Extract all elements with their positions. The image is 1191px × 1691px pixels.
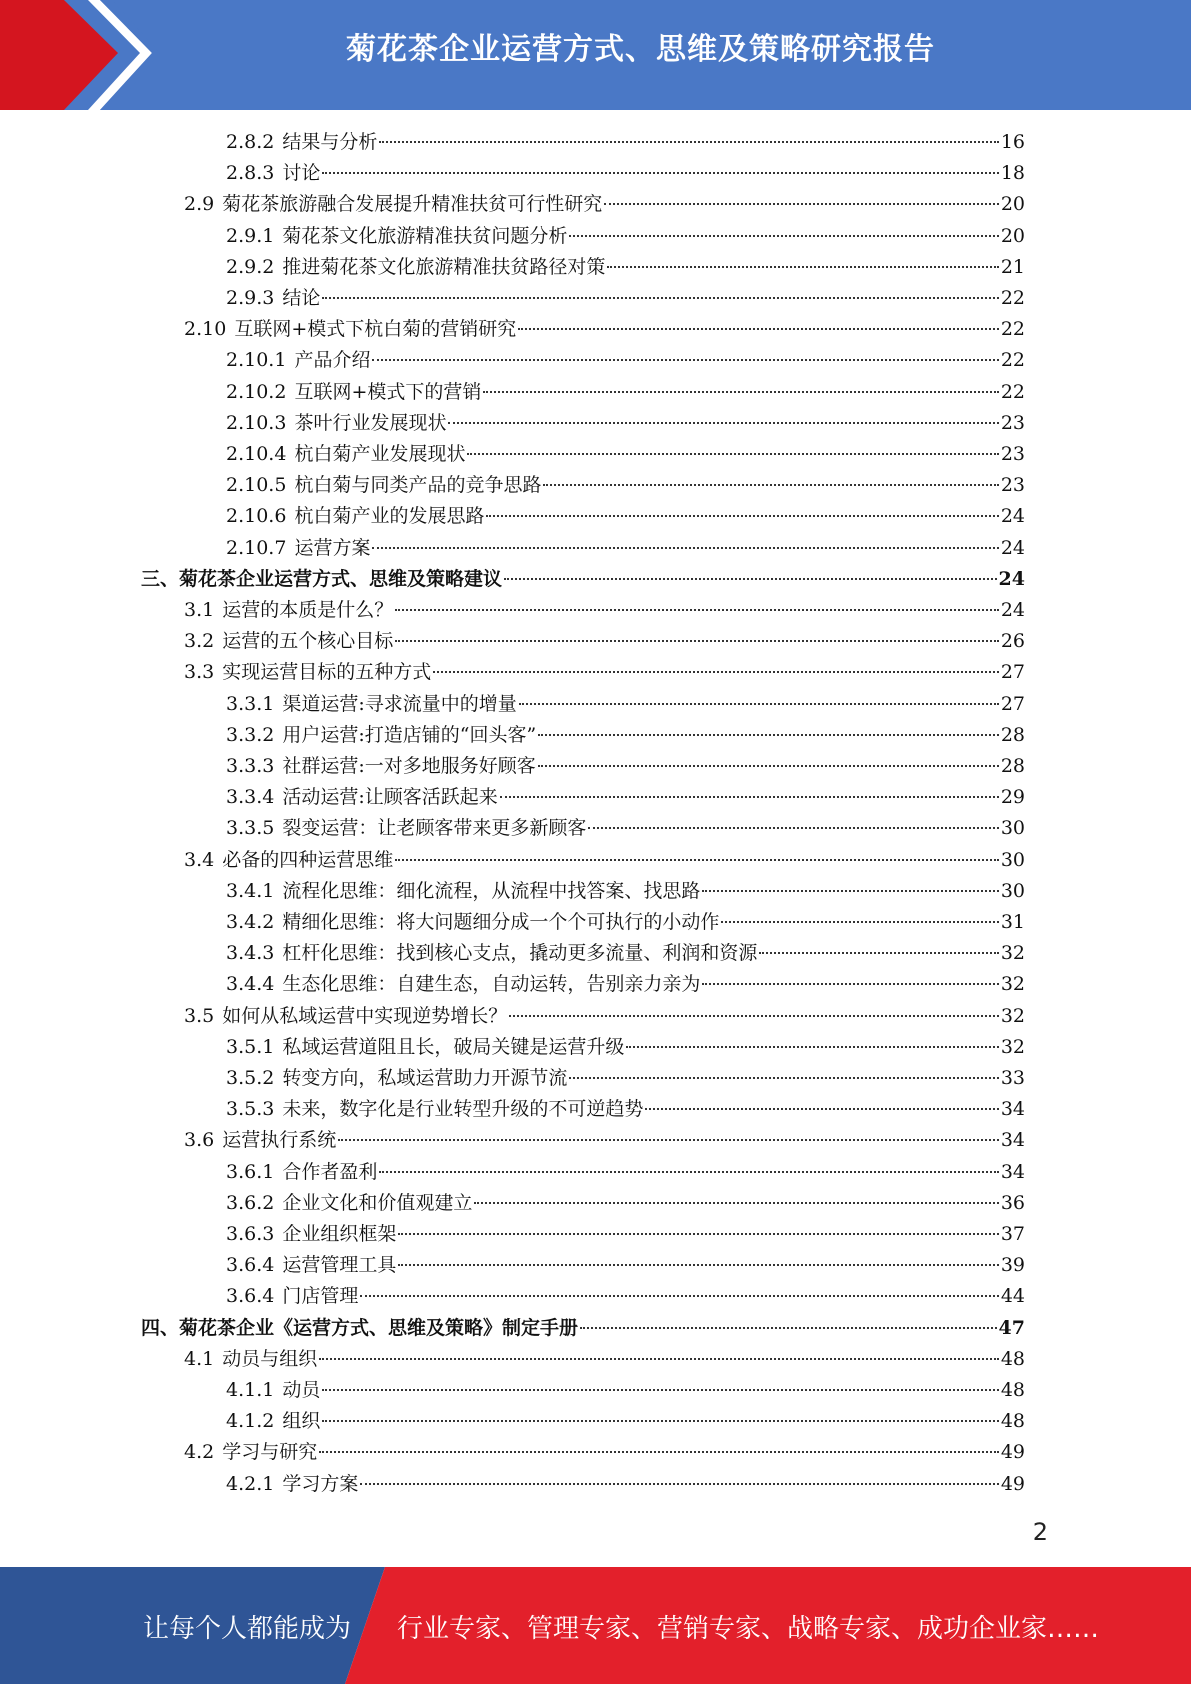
toc-entry-title: 结果与分析 bbox=[282, 131, 378, 153]
toc-entry-title: 互联网+模式下杭白菊的营销研究 bbox=[234, 318, 517, 341]
toc-entry-number: 3.2 bbox=[184, 630, 215, 653]
toc-entry-title: 用户运营:打造店铺的“回头客” bbox=[282, 723, 537, 746]
toc-entry-page: 16 bbox=[1000, 131, 1025, 153]
toc-entry-page: 34 bbox=[1000, 1160, 1025, 1183]
toc-entry[interactable] bbox=[226, 439, 1025, 470]
toc-dot-leader bbox=[474, 1202, 998, 1204]
toc-entry[interactable] bbox=[226, 345, 1025, 376]
toc-entry[interactable] bbox=[184, 657, 1025, 688]
toc-entry[interactable] bbox=[226, 501, 1025, 532]
toc-entry[interactable] bbox=[184, 595, 1025, 626]
toc-entry-page: 27 bbox=[1000, 661, 1025, 684]
toc-entry-number: 3.6.3 bbox=[226, 1223, 275, 1245]
toc-entry-number: 3.4.2 bbox=[226, 911, 275, 933]
toc-entry-title: 企业组织框架 bbox=[282, 1223, 397, 1245]
toc-entry-number: 3.6.2 bbox=[226, 1191, 275, 1214]
toc-dot-leader bbox=[721, 921, 998, 923]
toc-dot-leader bbox=[448, 422, 998, 424]
toc-entry-title: 精细化思维：将大问题细分成一个个可执行的小动作 bbox=[282, 911, 720, 933]
toc-dot-leader bbox=[322, 1420, 998, 1422]
toc-entry[interactable] bbox=[226, 408, 1025, 439]
toc-entry-number: 3.4.3 bbox=[226, 942, 275, 965]
toc-entry-number: 4.1.1 bbox=[226, 1379, 275, 1401]
toc-entry[interactable] bbox=[141, 564, 1025, 595]
toc-entry-title: 如何从私域运营中实现逆势增长？ bbox=[222, 1004, 508, 1027]
toc-dot-leader bbox=[538, 765, 999, 767]
toc-entry-title: 私域运营道阻且长，破局关键是运营升级 bbox=[282, 1035, 625, 1058]
toc-entry-title: 杭白菊产业发展现状 bbox=[294, 443, 466, 465]
toc-entry[interactable] bbox=[226, 533, 1025, 564]
toc-entry-page: 32 bbox=[1000, 1035, 1025, 1058]
toc-entry-number: 2.9.3 bbox=[226, 287, 275, 309]
toc-entry-page: 30 bbox=[1000, 879, 1025, 902]
toc-entry[interactable] bbox=[226, 1406, 1025, 1437]
toc-entry-title: 互联网+模式下的营销 bbox=[294, 380, 482, 403]
toc-entry-title: 学习方案 bbox=[282, 1472, 359, 1495]
toc-entry-title: 杭白菊与同类产品的竞争思路 bbox=[294, 474, 542, 497]
toc-entry[interactable] bbox=[226, 938, 1025, 969]
toc-entry-number: 3.5.3 bbox=[226, 1098, 275, 1121]
toc-entry-title: 门店管理 bbox=[282, 1285, 359, 1308]
toc-entry-title: 转变方向，私域运营助力开源节流 bbox=[282, 1067, 568, 1089]
toc-entry-page: 32 bbox=[1000, 942, 1025, 965]
toc-entry[interactable] bbox=[184, 1344, 1025, 1375]
toc-dot-leader bbox=[504, 578, 997, 580]
toc-entry[interactable] bbox=[184, 626, 1025, 657]
toc-entry-page: 34 bbox=[1000, 1129, 1025, 1152]
toc-entry-title: 产品介绍 bbox=[294, 349, 371, 372]
toc-entry-page: 39 bbox=[1000, 1254, 1025, 1277]
toc-entry[interactable] bbox=[226, 813, 1025, 844]
toc-entry[interactable] bbox=[226, 1250, 1025, 1281]
toc-entry-number: 3.3.5 bbox=[226, 817, 275, 840]
toc-dot-leader bbox=[580, 1327, 997, 1329]
toc-entry-number: 2.9 bbox=[184, 193, 215, 216]
toc-entry-number: 3.3.4 bbox=[226, 786, 275, 809]
toc-entry-page: 32 bbox=[1000, 973, 1025, 996]
toc-entry-page: 48 bbox=[1000, 1347, 1025, 1370]
toc-entry[interactable] bbox=[226, 907, 1025, 938]
toc-entry-title: 流程化思维：细化流程，从流程中找答案、找思路 bbox=[282, 879, 701, 902]
toc-entry-number: 3.5.1 bbox=[226, 1035, 275, 1058]
toc-dot-leader bbox=[626, 1046, 998, 1048]
toc-entry-number: 2.8.2 bbox=[226, 131, 275, 153]
toc-entry[interactable] bbox=[184, 845, 1025, 876]
toc-entry-number: 3.3.1 bbox=[226, 692, 275, 715]
toc-entry-number: 3.4 bbox=[184, 848, 215, 871]
toc-entry-page: 30 bbox=[1000, 848, 1025, 871]
toc-dot-leader bbox=[702, 983, 998, 985]
toc-dot-leader bbox=[322, 172, 998, 174]
toc-dot-leader bbox=[518, 328, 999, 330]
toc-dot-leader bbox=[467, 453, 998, 455]
toc-entry-title: 运营的五个核心目标 bbox=[222, 630, 394, 653]
toc-entry-number: 2.10.2 bbox=[226, 380, 287, 403]
toc-dot-leader bbox=[372, 359, 998, 361]
toc-entry-page: 23 bbox=[1000, 411, 1025, 434]
toc-entry-number: 2.10.1 bbox=[226, 349, 287, 372]
toc-entry-title: 社群运营:一对多地服务好顾客 bbox=[282, 755, 536, 777]
toc-entry[interactable] bbox=[226, 782, 1025, 813]
toc-entry-title: 杠杆化思维：找到核心支点，撬动更多流量、利润和资源 bbox=[282, 942, 758, 965]
toc-dot-leader bbox=[395, 640, 999, 642]
toc-dot-leader bbox=[486, 515, 998, 517]
toc-dot-leader bbox=[538, 734, 999, 736]
toc-entry-title: 学习与研究 bbox=[222, 1441, 318, 1464]
toc-dot-leader bbox=[500, 796, 999, 798]
toc-entry[interactable] bbox=[226, 689, 1025, 720]
toc-entry[interactable] bbox=[184, 1437, 1025, 1468]
toc-entry-number: 4.1.2 bbox=[226, 1410, 275, 1433]
toc-entry-title: 菊花茶旅游融合发展提升精准扶贫可行性研究 bbox=[222, 193, 603, 216]
toc-entry[interactable] bbox=[226, 283, 1025, 314]
toc-entry[interactable] bbox=[226, 1157, 1025, 1188]
toc-entry-number: 3.6.4 bbox=[226, 1285, 275, 1308]
toc-dot-leader bbox=[569, 1077, 998, 1079]
toc-entry-page: 49 bbox=[1000, 1472, 1025, 1495]
toc-dot-leader bbox=[433, 671, 999, 673]
toc-dot-leader bbox=[519, 703, 999, 705]
toc-entry[interactable] bbox=[226, 1281, 1025, 1312]
toc-entry-title: 运营执行系统 bbox=[222, 1129, 337, 1152]
toc-dot-leader bbox=[604, 203, 999, 205]
toc-entry-page: 47 bbox=[998, 1316, 1025, 1339]
toc-entry-page: 22 bbox=[1000, 287, 1025, 309]
page-footer bbox=[0, 1567, 1191, 1684]
toc-entry-page: 48 bbox=[1000, 1410, 1025, 1433]
toc-entry-number: 2.10.7 bbox=[226, 536, 287, 559]
toc-entry-title: 企业文化和价值观建立 bbox=[282, 1191, 473, 1214]
toc-entry[interactable] bbox=[226, 1188, 1025, 1219]
toc-entry-number: 4.1 bbox=[184, 1347, 215, 1370]
toc-entry-title: 未来，数字化是行业转型升级的不可逆趋势 bbox=[282, 1098, 644, 1121]
toc-entry-page: 24 bbox=[1000, 505, 1025, 528]
toc-entry[interactable] bbox=[226, 377, 1025, 408]
toc-dot-leader bbox=[607, 266, 998, 268]
toc-entry-page: 48 bbox=[1000, 1379, 1025, 1401]
toc-entry-number: 2.9.2 bbox=[226, 255, 275, 278]
toc-entry-page: 20 bbox=[1000, 224, 1025, 247]
toc-entry-number: 2.9.1 bbox=[226, 224, 275, 247]
toc-entry-title: 渠道运营:寻求流量中的增量 bbox=[282, 692, 517, 715]
toc-entry[interactable] bbox=[141, 1313, 1025, 1344]
toc-entry[interactable] bbox=[226, 720, 1025, 751]
toc-dot-leader bbox=[569, 235, 998, 237]
toc-entry-page: 33 bbox=[1000, 1067, 1025, 1089]
toc-dot-leader bbox=[702, 890, 998, 892]
toc-entry-page: 20 bbox=[1000, 193, 1025, 216]
toc-entry-title: 运营的本质是什么？ bbox=[222, 599, 394, 621]
toc-dot-leader bbox=[759, 952, 998, 954]
toc-entry-number: 3.1 bbox=[184, 599, 215, 621]
toc-entry[interactable] bbox=[226, 221, 1025, 252]
toc-dot-leader bbox=[645, 1108, 998, 1110]
toc-entry-title: 菊花茶企业运营方式、思维及策略建议 bbox=[179, 567, 503, 590]
toc-entry[interactable] bbox=[226, 1375, 1025, 1406]
toc-entry[interactable] bbox=[184, 189, 1025, 220]
toc-entry-title: 活动运营:让顾客活跃起来 bbox=[282, 786, 498, 809]
toc-entry[interactable] bbox=[226, 1032, 1025, 1063]
toc-entry-page: 22 bbox=[1000, 349, 1025, 372]
toc-dot-leader bbox=[338, 1139, 999, 1141]
toc-dot-leader bbox=[319, 1358, 999, 1360]
toc-entry-title: 动员与组织 bbox=[222, 1347, 318, 1370]
toc-entry-number: 3.5.2 bbox=[226, 1067, 275, 1089]
toc-entry-title: 菊花茶企业《运营方式、思维及策略》制定手册 bbox=[179, 1316, 579, 1339]
toc-entry[interactable] bbox=[226, 252, 1025, 283]
toc-entry-title: 运营方案 bbox=[294, 536, 371, 559]
toc-entry-page: 22 bbox=[1000, 380, 1025, 403]
toc-dot-leader bbox=[543, 484, 998, 486]
toc-dot-leader bbox=[319, 1451, 999, 1453]
toc-entry-title: 讨论 bbox=[282, 162, 321, 185]
toc-entry-number: 4.2 bbox=[184, 1441, 215, 1464]
toc-entry[interactable] bbox=[226, 158, 1025, 189]
toc-dot-leader bbox=[483, 391, 998, 393]
toc-dot-leader bbox=[372, 547, 998, 549]
toc-entry-number: 3.4.1 bbox=[226, 879, 275, 902]
toc-entry-page: 44 bbox=[1000, 1285, 1025, 1308]
toc-entry[interactable] bbox=[226, 876, 1025, 907]
toc-entry-page: 49 bbox=[1000, 1441, 1025, 1464]
toc-entry-page: 31 bbox=[1000, 911, 1025, 933]
toc-entry-number: 3.6.1 bbox=[226, 1160, 275, 1183]
toc-dot-leader bbox=[322, 1389, 998, 1391]
toc-dot-leader bbox=[395, 859, 999, 861]
toc-entry-title: 推进菊花茶文化旅游精准扶贫路径对策 bbox=[282, 255, 606, 278]
toc-entry-number: 2.10.5 bbox=[226, 474, 287, 497]
toc-entry-page: 26 bbox=[1000, 630, 1025, 653]
toc-entry-number: 4.2.1 bbox=[226, 1472, 275, 1495]
toc-entry-page: 32 bbox=[1000, 1004, 1025, 1027]
toc-entry-page: 37 bbox=[1000, 1223, 1025, 1245]
toc-entry-title: 杭白菊产业的发展思路 bbox=[294, 505, 485, 528]
toc-entry-number: 2.10.3 bbox=[226, 411, 287, 434]
toc-entry-title: 生态化思维：自建生态，自动运转，告别亲力亲为 bbox=[282, 973, 701, 996]
toc-dot-leader bbox=[588, 827, 998, 829]
toc-entry-title: 合作者盈利 bbox=[282, 1160, 378, 1183]
toc-entry[interactable] bbox=[226, 1469, 1025, 1500]
toc-entry-number: 3.3.2 bbox=[226, 723, 275, 746]
toc-entry-number: 2.10.6 bbox=[226, 505, 287, 528]
toc-entry-number: 3.5 bbox=[184, 1004, 215, 1027]
toc-entry-title: 裂变运营：让老顾客带来更多新顾客 bbox=[282, 817, 587, 840]
toc-entry-number: 四、 bbox=[141, 1316, 180, 1339]
toc-entry-title: 必备的四种运营思维 bbox=[222, 848, 394, 871]
toc-dot-leader bbox=[360, 1483, 998, 1485]
toc-entry-number: 2.8.3 bbox=[226, 162, 275, 185]
toc-entry[interactable] bbox=[226, 470, 1025, 501]
toc-entry-page: 36 bbox=[1000, 1191, 1025, 1214]
toc-entry[interactable] bbox=[226, 127, 1025, 158]
toc-dot-leader bbox=[395, 609, 999, 611]
toc-entry-page: 28 bbox=[1000, 755, 1025, 777]
toc-entry-title: 菊花茶文化旅游精准扶贫问题分析 bbox=[282, 224, 568, 247]
toc-entry[interactable] bbox=[184, 314, 1025, 345]
toc-entry[interactable] bbox=[226, 1219, 1025, 1250]
toc-entry[interactable] bbox=[184, 1125, 1025, 1156]
toc-entry-number: 3.6.4 bbox=[226, 1254, 275, 1277]
page-number: 2 bbox=[1032, 1518, 1048, 1546]
toc-entry-page: 21 bbox=[1000, 255, 1025, 278]
toc-entry[interactable] bbox=[226, 1094, 1025, 1125]
toc-entry-number: 3.3 bbox=[184, 661, 215, 684]
toc-dot-leader bbox=[398, 1264, 998, 1266]
toc-entry-title: 动员 bbox=[282, 1379, 321, 1401]
toc-entry-page: 24 bbox=[1000, 599, 1025, 621]
toc-dot-leader bbox=[360, 1295, 998, 1297]
toc-entry[interactable] bbox=[226, 1063, 1025, 1094]
toc-entry-page: 34 bbox=[1000, 1098, 1025, 1121]
toc-entry-page: 23 bbox=[1000, 474, 1025, 497]
toc-entry[interactable] bbox=[184, 1001, 1025, 1032]
toc-entry-page: 27 bbox=[1000, 692, 1025, 715]
toc-entry-page: 28 bbox=[1000, 723, 1025, 746]
toc-dot-leader bbox=[509, 1015, 999, 1017]
page-header bbox=[0, 0, 1191, 110]
toc-entry-page: 18 bbox=[1000, 162, 1025, 185]
toc-entry-number: 2.10 bbox=[184, 318, 227, 341]
toc-entry-title: 运营管理工具 bbox=[282, 1254, 397, 1277]
report-title: 菊花茶企业运营方式、思维及策略研究报告 bbox=[346, 32, 935, 67]
footer-slogan-left: 让每个人都能成为 bbox=[143, 1614, 352, 1644]
toc-entry-page: 24 bbox=[1000, 536, 1025, 559]
toc-entry-page: 30 bbox=[1000, 817, 1025, 840]
toc-entry-page: 29 bbox=[1000, 786, 1025, 809]
toc-dot-leader bbox=[322, 297, 998, 299]
toc-entry-number: 3.4.4 bbox=[226, 973, 275, 996]
toc-entry-number: 三、 bbox=[141, 567, 180, 590]
toc-entry-number: 2.10.4 bbox=[226, 443, 287, 465]
toc-entry-title: 茶叶行业发展现状 bbox=[294, 411, 447, 434]
toc-dot-leader bbox=[379, 1171, 998, 1173]
toc-entry-number: 3.6 bbox=[184, 1129, 215, 1152]
toc-dot-leader bbox=[398, 1233, 998, 1235]
toc-entry[interactable] bbox=[226, 969, 1025, 1000]
toc-entry-title: 组织 bbox=[282, 1410, 321, 1433]
toc-entry-page: 24 bbox=[998, 567, 1025, 590]
footer-slogan-right: 行业专家、管理专家、营销专家、战略专家、成功企业家…… bbox=[397, 1614, 1100, 1644]
toc-entry-number: 3.3.3 bbox=[226, 755, 275, 777]
toc-entry-page: 22 bbox=[1000, 318, 1025, 341]
toc-entry[interactable] bbox=[226, 751, 1025, 782]
toc-entry-page: 23 bbox=[1000, 443, 1025, 465]
toc-dot-leader bbox=[379, 141, 998, 143]
toc-entry-title: 实现运营目标的五种方式 bbox=[222, 661, 432, 684]
toc-entry-title: 结论 bbox=[282, 287, 321, 309]
